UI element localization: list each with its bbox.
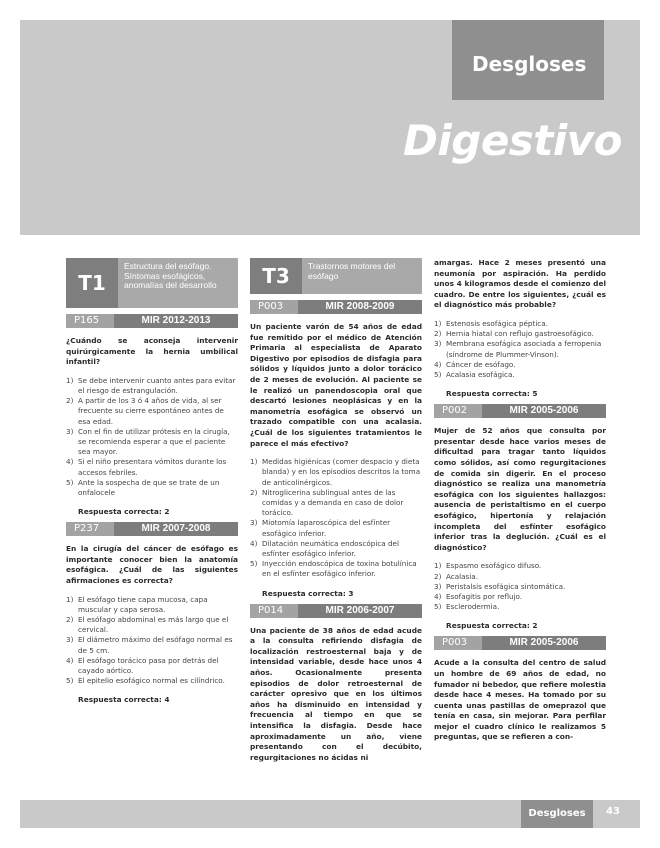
question-exam: MIR 2012-2013 (114, 314, 238, 328)
option: 4) Si el niño presentara vómitos durante los accesos febriles. (66, 457, 227, 477)
question-bar (66, 314, 238, 328)
option: 4) Esofagitis por reflujo. (434, 591, 523, 601)
options-list (66, 595, 238, 687)
topic-title: Trastornos motores del esófago (302, 258, 422, 294)
topic-number: T1 (66, 258, 118, 308)
question-stem: En la cirugía del cáncer de esófago es importante conocer bien la anatomía esofágica. ¿Cuál de las siguientes afirmaciones es correcta? (66, 544, 238, 585)
question-id: P165 (66, 314, 114, 328)
question-bar (66, 522, 238, 536)
option: 2) Hernia hiatal con reflujo gastroesofágico. (434, 329, 594, 339)
option: 3) Miotomía laparoscópica del esfínter esofágico inferior. (250, 518, 391, 538)
question-id: P003 (250, 300, 298, 314)
option: 5) Ante la sospecha de que se trate de un onfalocele (66, 477, 220, 498)
option: 3) Peristalsis esofágica sintomática. (434, 581, 566, 591)
option: 2) Acalasia. (434, 571, 478, 581)
correct-answer: Respuesta correcta: 2 (78, 507, 170, 517)
options-list (434, 561, 606, 612)
option: 5) El epitelio esofágico normal es cilíndrico. (66, 676, 225, 686)
option: 1) Se debe intervenir cuanto antes para evitar el riesgo de estrangulación. (66, 375, 236, 395)
options-list (250, 457, 422, 579)
option: 5) Inyección endoscópica de toxina botulínica en el esfínter esofágico inferior. (250, 559, 417, 579)
question-id: P003 (434, 636, 482, 650)
option: 4) Cáncer de esófago. (434, 359, 516, 369)
footer-section-label: Desgloses (521, 800, 593, 828)
option: 2) El esófago abdominal es más largo que el cervical. (66, 615, 229, 635)
question-exam: MIR 2005-2006 (482, 636, 606, 650)
correct-answer: Respuesta correcta: 4 (78, 695, 170, 705)
page-title: Digestivo (403, 116, 623, 165)
question-stem: Una paciente de 38 años de edad acude a la consulta refiriendo disfagia de localización restroesternal baja y de intensidad variable, desde hace unos 4 años. Ocasionalmente presenta episodios de dolor retroesternal de carácter opresivo que en los últimos años ha disminuido en intensidad y frecuencia al tiempo en que se intensifica la disfagia. Desde hace aproximadamente un año, viene presentando con el decúbito, regurgitaciones no ácidas ni (250, 625, 422, 762)
option: 1) El esófago tiene capa mucosa, capa muscular y capa serosa. (66, 594, 208, 614)
option: 1) Estenosis esofágica péptica. (434, 318, 548, 328)
topic-header (250, 258, 422, 294)
option: 4) Dilatación neumática endoscópica del esfínter esofágico inferior. (250, 538, 399, 558)
question-exam: MIR 2007-2008 (114, 522, 238, 536)
options-list (66, 376, 238, 498)
question-bar (434, 404, 606, 418)
column-3 (434, 258, 606, 751)
correct-answer: Respuesta correcta: 2 (446, 621, 538, 631)
topic-number: T3 (250, 258, 302, 294)
topic-title: Estructura del esófago. Síntomas esofágicos, anomalías del desarrollo (118, 258, 238, 308)
options-list (434, 319, 606, 380)
option: 4) El esófago torácico pasa por detrás del cayado aórtico. (66, 655, 219, 676)
option: 1) Medidas higiénicas (comer despacio y dieta blanda) y en los episodios descritos la toma de anticolinérgicos. (250, 457, 421, 487)
question-exam: MIR 2006-2007 (298, 604, 422, 618)
question-exam: MIR 2008-2009 (298, 300, 422, 314)
question-stem: Acude a la consulta del centro de salud un hombre de 69 años de edad, no fumador ni bebedor, que refiere molestia desde hace 4 meses. Ha tomado por su cuenta unas pastillas de omeprazol que tenía en casa, sin mejorar. Para perfilar mejor el cuadro clínico le realizamos 5 preguntas, que se refieren a con- (434, 658, 606, 742)
correct-answer: Respuesta correcta: 5 (446, 389, 538, 399)
question-stem: ¿Cuándo se aconseja intervenir quirúrgicamente la hernia umbilical infantil? (66, 336, 238, 367)
question-bar (250, 300, 422, 314)
option: 5) Acalasia esofágica. (434, 369, 515, 379)
question-id: P237 (66, 522, 114, 536)
option: 2) A partir de los 3 ó 4 años de vida, al ser frecuente su cierre espontáneo antes de esa edad. (66, 396, 224, 426)
question-exam: MIR 2005-2006 (482, 404, 606, 418)
correct-answer: Respuesta correcta: 3 (262, 588, 354, 598)
question-bar (434, 636, 606, 650)
question-id: P002 (434, 404, 482, 418)
question-stem-continued: amargas. Hace 2 meses presentó una neumonía por aspiración. Ha perdido unos 4 kilogramos desde el comienzo del cuadro. De entre los siguientes, ¿cuál es el diagnóstico más probable? (434, 258, 606, 310)
option: 1) Espasmo esofágico difuso. (434, 561, 542, 571)
column-2 (250, 258, 422, 771)
question-bar (250, 604, 422, 618)
section-label: Desgloses (472, 52, 587, 76)
column-1 (66, 258, 238, 706)
option: 3) El diámetro máximo del esófago normal es de 5 cm. (66, 635, 233, 655)
question-stem: Un paciente varón de 54 años de edad fue remitido por el médico de Atención Primaria al especialista de Aparato Digestivo por episodios de disfagia para sólidos y líquidos junto a dolor torácico de 2 meses de evolución. Al paciente se le realizó un panendoscopia oral que descartó lesiones neoplásicas y en la manometría esofágica se observó un trazado compatible con una acalasia. ¿Cuál de los siguientes tratamientos le parece el más efectivo? (250, 322, 422, 448)
option: 3) Con el fin de utilizar prótesis en la cirugía, se recomienda esperar a que el paciente sea mayor. (66, 426, 230, 457)
option: 3) Membrana esofágica asociada a ferropenia (síndrome de Plummer-Vinson). (434, 339, 602, 359)
topic-header (66, 258, 238, 308)
option: 5) Esclerodermia. (434, 602, 500, 612)
question-stem: Mujer de 52 años que consulta por presentar desde hace varios meses de dificultad para tragar tanto líquidos como sólidos, así como regurgitaciones de comida sin digerir. En el proceso diagnóstico se realiza una manometría esofágica con los siguientes hallazgos: ausencia de peristaltismo en el cuerpo esofágico, hipertonía y relajación incompleta del esfínter esofágico inferior tras la deglución. ¿Cuál es el diagnóstico? (434, 426, 606, 552)
page-number: 43 (606, 806, 620, 817)
section-tab (452, 20, 604, 100)
question-id: P014 (250, 604, 298, 618)
option: 2) Nitroglicerina sublingual antes de las comidas y a demanda en caso de dolor torácico. (250, 487, 404, 518)
